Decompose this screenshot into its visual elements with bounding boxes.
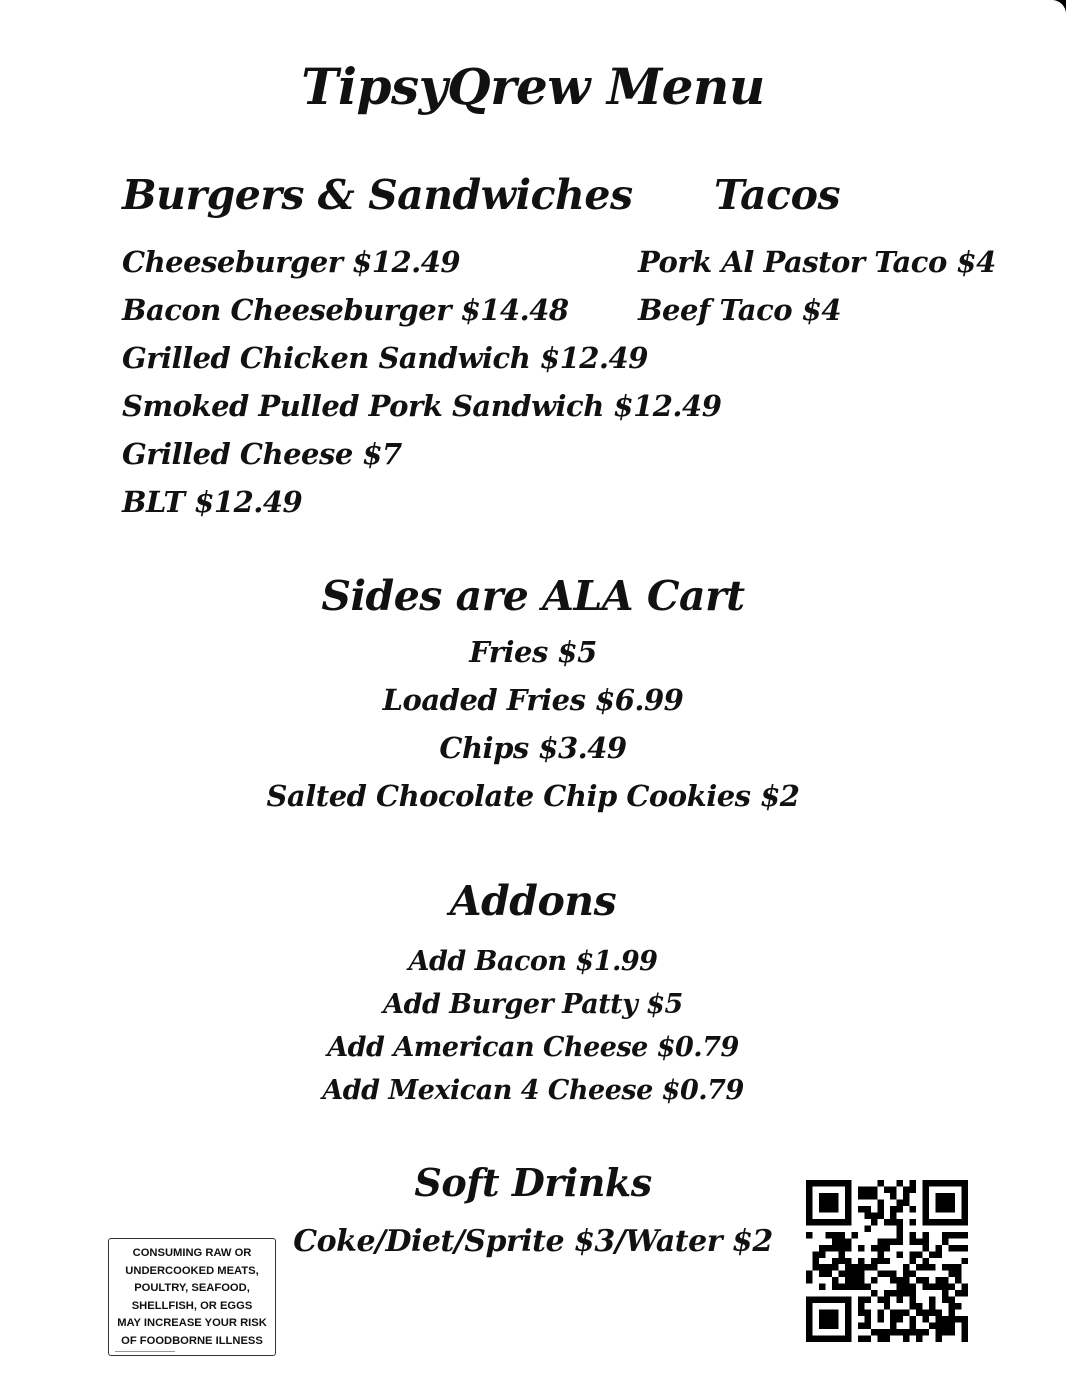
food-safety-warning	[108, 1238, 276, 1356]
addons-list	[0, 940, 1066, 1112]
menu-item: Salted Chocolate Chip Cookies $2	[266, 779, 800, 813]
menu-item: Add Burger Patty $5	[383, 989, 683, 1020]
warning-line: MAY INCREASE YOUR RISK	[117, 1317, 267, 1330]
warning-fineprint-mark	[115, 1351, 175, 1352]
menu-item: Beef Taco $4	[638, 293, 842, 327]
drinks-heading: Soft Drinks	[414, 1160, 652, 1205]
menu-item: Add American Cheese $0.79	[327, 1032, 739, 1063]
sides-heading: Sides are ALA Cart	[321, 572, 745, 620]
menu-item: Smoked Pulled Pork Sandwich $12.49	[122, 389, 722, 423]
burgers-section	[122, 166, 721, 526]
burgers-list	[122, 238, 721, 526]
addons-section	[0, 870, 1066, 1112]
menu-item: Add Bacon $1.99	[408, 946, 658, 977]
menu-item: Loaded Fries $6.99	[382, 683, 684, 717]
sides-section	[0, 566, 1066, 820]
menu-item: Grilled Chicken Sandwich $12.49	[122, 341, 648, 375]
tacos-section	[638, 166, 996, 334]
menu-item: BLT $12.49	[122, 485, 303, 519]
warning-line: SHELLFISH, OR EGGS	[131, 1299, 253, 1312]
menu-item: Cheeseburger $12.49	[122, 245, 461, 279]
menu-item: Grilled Cheese $7	[122, 437, 402, 471]
sides-list	[0, 628, 1066, 820]
tacos-list	[638, 238, 996, 334]
burgers-heading: Burgers & Sandwiches	[122, 171, 633, 219]
menu-item: Add Mexican 4 Cheese $0.79	[322, 1075, 744, 1106]
menu-item: Fries $5	[469, 635, 597, 669]
addons-heading: Addons	[449, 877, 617, 925]
qr-code-icon[interactable]	[806, 1180, 968, 1342]
warning-line: UNDERCOOKED MEATS,	[125, 1264, 259, 1277]
menu-item: Bacon Cheeseburger $14.48	[122, 293, 569, 327]
menu-item: Coke/Diet/Sprite $3/Water $2	[293, 1224, 773, 1259]
warning-line: OF FOODBORNE ILLNESS	[121, 1334, 263, 1347]
warning-line: POULTRY, SEAFOOD,	[134, 1282, 250, 1295]
menu-title: TipsyQrew Menu	[301, 57, 765, 116]
menu-item: Pork Al Pastor Taco $4	[638, 245, 996, 279]
warning-line: CONSUMING RAW OR	[132, 1247, 252, 1259]
tacos-heading: Tacos	[714, 171, 841, 219]
menu-item: Chips $3.49	[439, 731, 627, 765]
